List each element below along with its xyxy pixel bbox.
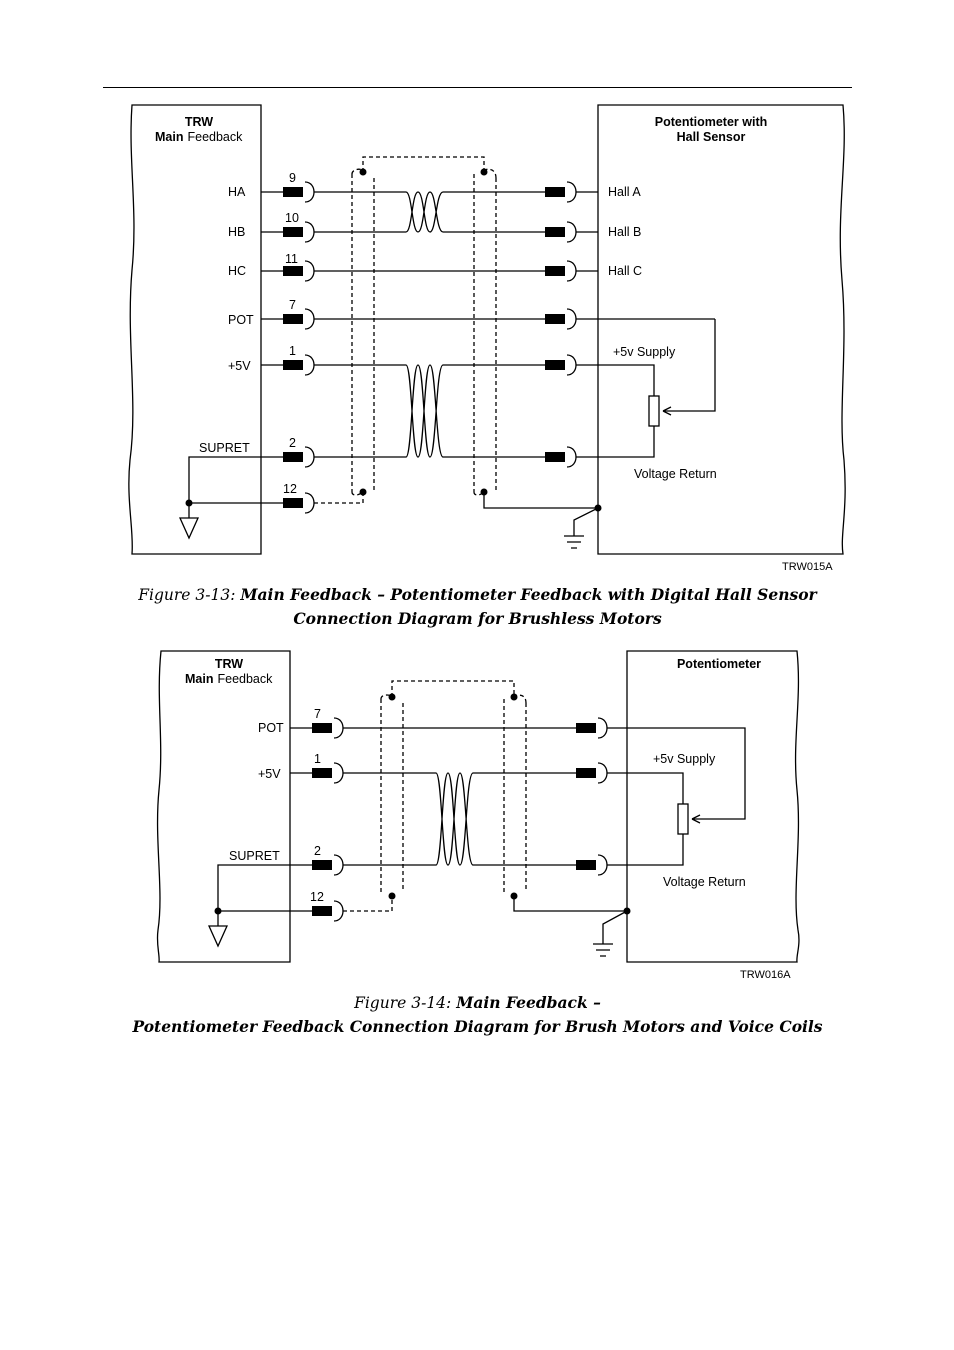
pin-number: 9	[289, 171, 296, 185]
drive-connector	[312, 763, 343, 783]
drive-subtitle: Main Feedback	[155, 130, 243, 144]
pin-number: 1	[289, 344, 296, 358]
drive-connector	[283, 447, 314, 467]
pin-number: 7	[289, 298, 296, 312]
drive-connector	[283, 182, 314, 202]
drive-title: TRW	[184, 115, 214, 129]
drain-dashed	[314, 492, 363, 503]
pin-number: 10	[285, 211, 299, 225]
figure-3-13-junctions	[186, 169, 602, 512]
caption-title: Main Feedback – Potentiometer Feedback with Digital Hall Sensor	[240, 585, 817, 604]
caption-lead: Figure 3-13:	[138, 586, 236, 604]
pin-number: 7	[314, 707, 321, 721]
shield-ground-wire	[514, 896, 627, 944]
signal-label: POT	[258, 721, 284, 735]
figure-3-13-caption	[103, 583, 852, 631]
pin-number: 12	[283, 482, 297, 496]
drive-ground-symbol	[180, 503, 198, 538]
caption-title: Main Feedback –	[456, 993, 601, 1012]
potentiometer	[649, 396, 659, 426]
drain-dashed	[343, 896, 392, 911]
device-connector	[545, 355, 576, 375]
drive-connector	[312, 855, 343, 875]
figure-code: TRW016A	[740, 969, 791, 981]
drive-block	[129, 105, 261, 554]
device-title: Potentiometer	[676, 657, 762, 671]
device-title: Potentiometer with	[654, 115, 768, 129]
drive-connector	[283, 309, 314, 329]
drive-title: TRW	[214, 657, 244, 671]
signal-label: HB	[228, 225, 246, 239]
signal-label: POT	[228, 313, 254, 327]
supret-ground-wire	[189, 457, 283, 503]
pin-number: 11	[285, 252, 298, 266]
target-label: Hall B	[608, 225, 642, 239]
signal-label: +5V	[228, 359, 251, 373]
device-connector	[576, 763, 607, 783]
supply-label: +5v Supply	[653, 752, 716, 766]
signal-label: HA	[228, 185, 246, 199]
device-connector	[545, 261, 576, 281]
earth-ground-symbol	[564, 536, 584, 548]
pin-number: 2	[289, 436, 296, 450]
drive-subtitle: Main Feedback	[185, 672, 273, 686]
shield-ground-wire	[484, 492, 598, 536]
signal-label: HC	[228, 264, 247, 278]
drive-connector	[283, 493, 314, 513]
figure-3-14-diagram	[157, 651, 799, 962]
shield-left-dashed	[352, 157, 484, 492]
supret-ground-wire	[218, 865, 312, 911]
pin-number: 2	[314, 844, 321, 858]
figure-code: TRW015A	[782, 561, 833, 573]
target-label: Hall A	[608, 185, 641, 199]
device-block	[627, 651, 799, 962]
twisted-pair-supply	[406, 365, 443, 457]
return-label: Voltage Return	[663, 875, 746, 889]
signal-label: SUPRET	[229, 849, 280, 863]
return-label: Voltage Return	[634, 467, 717, 481]
device-connector	[576, 855, 607, 875]
figure-3-14-caption	[103, 991, 852, 1039]
device-subtitle: Hall Sensor	[676, 130, 746, 144]
drive-ground-symbol	[209, 911, 227, 946]
signal-label: SUPRET	[199, 441, 250, 455]
device-connector	[545, 222, 576, 242]
drive-connector	[312, 718, 343, 738]
twisted-pair-supply	[436, 773, 473, 865]
drive-block	[157, 651, 290, 962]
earth-ground-symbol	[593, 944, 613, 956]
caption-title: Potentiometer Feedback Connection Diagram for Brush Motors and Voice Coils	[132, 1017, 823, 1036]
potentiometer	[678, 804, 688, 834]
target-label: Hall C	[608, 264, 643, 278]
device-block	[598, 105, 845, 554]
pin-number: 1	[314, 752, 321, 766]
drive-connector	[312, 901, 343, 921]
drive-connector	[283, 222, 314, 242]
pin-number: 12	[310, 890, 324, 904]
shield-dashed	[381, 681, 526, 894]
device-connector	[545, 447, 576, 467]
device-connector	[545, 182, 576, 202]
caption-lead: Figure 3-14:	[354, 994, 452, 1012]
twisted-pair-hall	[406, 192, 443, 232]
drive-connector	[283, 355, 314, 375]
device-connector	[576, 718, 607, 738]
supply-label: +5v Supply	[613, 345, 676, 359]
device-connector	[545, 309, 576, 329]
caption-title: Connection Diagram for Brushless Motors	[293, 609, 662, 628]
signal-label: +5V	[258, 767, 281, 781]
figure-3-14-connectors	[312, 718, 607, 921]
